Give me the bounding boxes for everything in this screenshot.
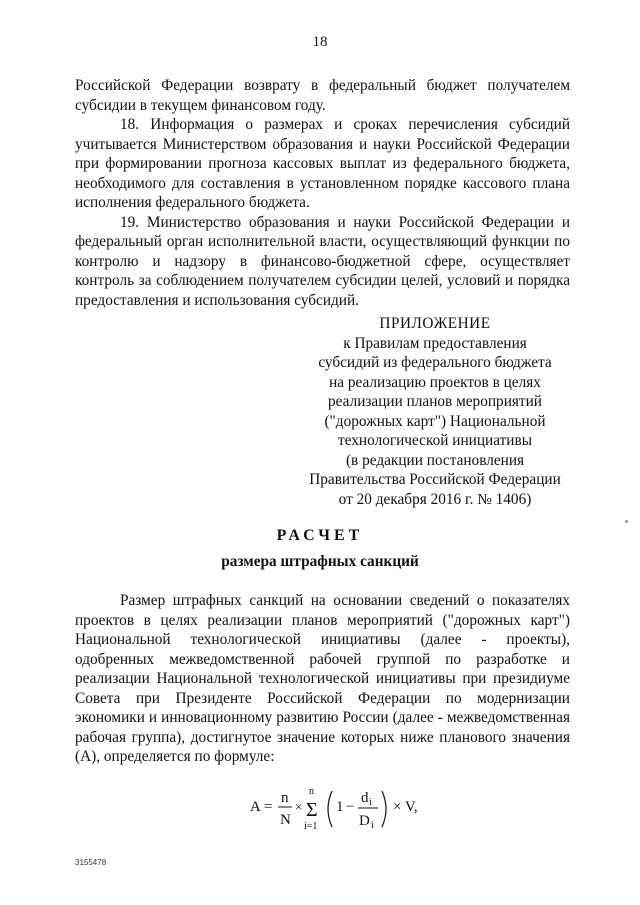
document-title: РАСЧЕТ (276, 527, 364, 544)
appendix-header (300, 314, 570, 509)
formula-one: 1 (336, 799, 344, 815)
formula-frac-num: n (281, 790, 289, 806)
formula-inner-num-sub: i (369, 797, 372, 808)
body-text-top (75, 76, 570, 310)
appendix-line: реализации планов мероприятий (328, 393, 542, 410)
appendix-line: технологической инициативы (338, 432, 532, 449)
appendix-line: субсидий из федерального бюджета (318, 354, 552, 371)
appendix-line: Правительства Российской Федерации (309, 471, 561, 488)
page-number: 18 (312, 34, 328, 50)
formula-minus: − (346, 799, 355, 815)
penalty-formula (248, 787, 428, 845)
formula-sum-upper: n (309, 787, 314, 797)
formula-inner-den-sub: i (371, 820, 374, 831)
scan-mark (625, 520, 628, 523)
paragraph-18: 18. Информация о размерах и сроках перечисления субсидий учитывается Министерством образования и науки Российской Федерации при формировании прогноза кассовых выплат из федерального бюджета, необходимого для составления в установленном порядке кассового плана исполнения федерального бюджета. (75, 116, 570, 211)
document-id: 3155478 (75, 858, 107, 867)
paragraph-continuation: Российской Федерации возврату в федеральный бюджет получателем субсидии в текущем финансовом году. (75, 77, 570, 114)
calculation-paragraph: Размер штрафных санкций на основании сведений о показателях проектов в целях реализации планов мероприятий ("дорожных карт") Национальной технологической инициативы (далее - проекты), одобренных межведомственной рабочей группой по разработке и реализации Национальной технологической инициативы при президиуме Совета при Президенте Российской Федерации по модернизации экономики и инновационному развитию России (далее - межведомственная рабочая группа), достигнутое значение которых ниже планового значения (А), определяется по формуле: (75, 592, 570, 765)
formula-times: × (295, 799, 303, 814)
document-subtitle: размера штрафных санкций (221, 553, 419, 570)
appendix-line: (в редакции постановления (345, 451, 525, 469)
formula-sum-lower: i=1 (304, 821, 318, 832)
formula-tail: × V, (393, 799, 418, 815)
formula-frac-den: N (280, 812, 291, 828)
appendix-line: на реализацию проектов в целях (329, 373, 541, 391)
formula-sum-sign: Σ (306, 799, 318, 821)
formula-paren-left (328, 791, 332, 827)
formula-lhs: A (250, 799, 261, 815)
appendix-line: к Правилам предоставления (343, 334, 527, 352)
appendix-line: от 20 декабря 2016 г. № 1406) (338, 490, 532, 508)
body-text-calculation (75, 591, 570, 767)
appendix-line: ("дорожных карт") Национальной (324, 412, 546, 430)
appendix-title: ПРИЛОЖЕНИЕ (379, 315, 491, 332)
formula-inner-den: D (359, 813, 370, 829)
formula-inner-num: d (361, 790, 369, 806)
formula-paren-right (382, 791, 386, 827)
paragraph-19: 19. Министерство образования и науки Российской Федерации и федеральный орган исполнительной власти, осуществляющий функции по контролю и надзору в финансово-бюджетной сфере, осуществляет контроль за соблюдением получателем субсидии целей, условий и порядка предоставления и использования субсидий. (75, 213, 570, 309)
formula-equals: = (264, 799, 273, 815)
